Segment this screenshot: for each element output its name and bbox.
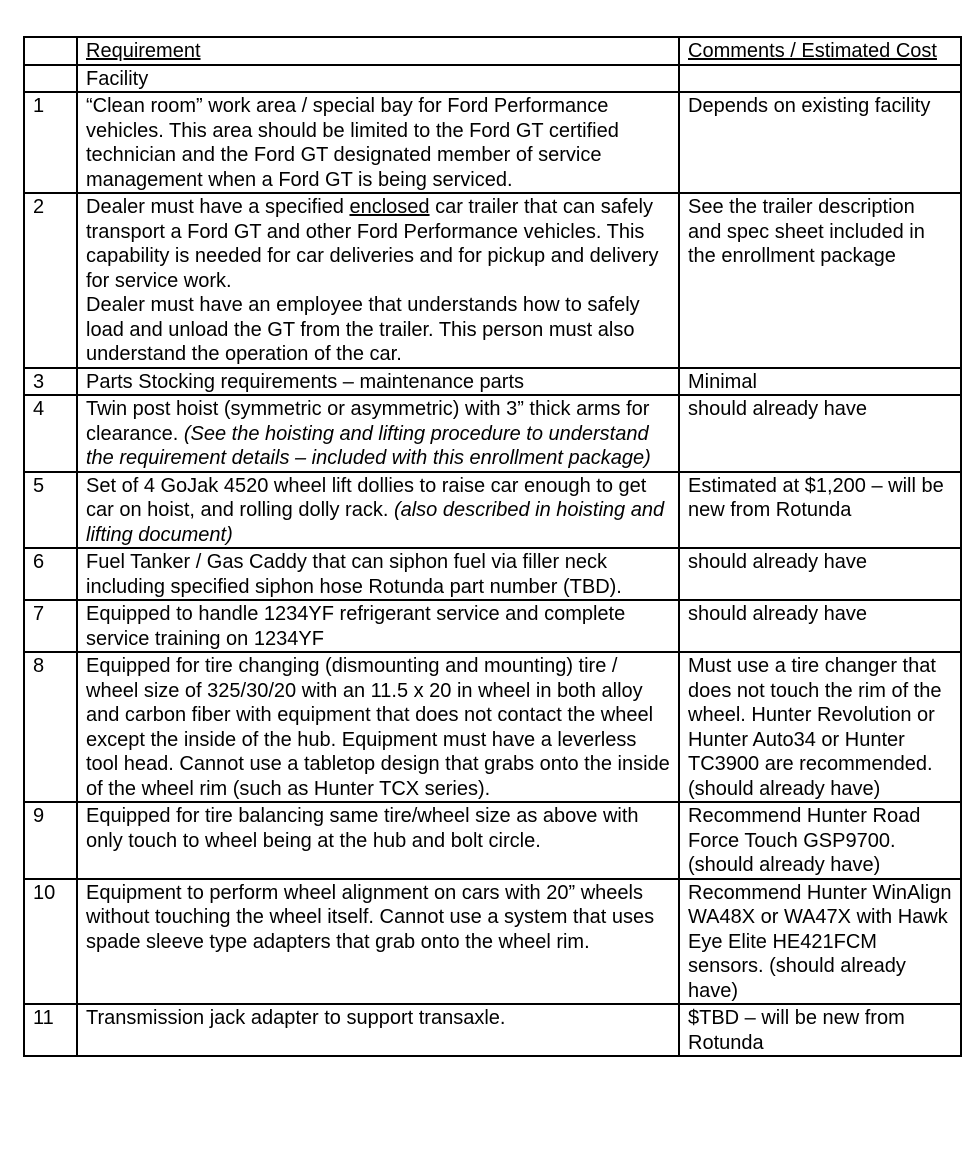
row-number: 2 [24, 193, 77, 368]
header-row [24, 37, 961, 65]
requirement-cell [77, 652, 679, 802]
table-row [24, 1004, 961, 1056]
table-row [24, 472, 961, 549]
requirement-text: enclosed [349, 196, 430, 218]
table-row [24, 92, 961, 193]
requirement-cell [77, 879, 679, 1005]
section-row [24, 65, 961, 93]
requirement-cell [77, 1004, 679, 1056]
header-number [24, 37, 77, 65]
table-row [24, 548, 961, 600]
requirement-text: “Clean room” work area / special bay for Ford Performance vehicles. This area should be limited to the Ford GT certified technician and the Ford GT designated member of service management when a Ford GT is being serviced. [86, 95, 619, 191]
comment-cell: See the trailer description and spec sheet included in the enrollment package [679, 193, 961, 368]
requirement-text: Parts Stocking requirements – maintenance parts [86, 370, 524, 393]
header-requirement: Requirement [77, 37, 679, 65]
table-row [24, 652, 961, 802]
comment-cell: Recommend Hunter WinAlign WA48X or WA47X with Hawk Eye Elite HE421FCM sensors. (should already have) [679, 879, 961, 1005]
requirement-text: Equipped for tire changing (dismounting and mounting) tire / wheel size of 325/30/20 with an 11.5 x 20 in wheel in both alloy and carbon fiber with equipment that does not contact the wheel except the inside of the hub. Equipment must have a leverless tool head. Cannot use a tabletop design that grabs onto the inside of the wheel rim (such as Hunter TCX series). [86, 655, 670, 800]
requirement-text: Equipment to perform wheel alignment on cars with 20” wheels without touching the wheel itself. Cannot use a system that uses spade sleeve type adapters that grab onto the wheel rim. [86, 881, 655, 953]
requirement-cell [77, 92, 679, 193]
table-row [24, 193, 961, 368]
table-row [24, 395, 961, 472]
requirement-cell [77, 395, 679, 472]
requirement-text: (also described in hoisting and lifting document) [86, 499, 665, 546]
requirement-text: Equipped for tire balancing same tire/wheel size as above with only touch to wheel being at the hub and bolt circle. [86, 805, 639, 852]
requirement-text: Equipped to handle 1234YF refrigerant service and complete service training on 1234YF [86, 603, 626, 650]
requirement-text: Fuel Tanker / Gas Caddy that can siphon fuel via filler neck including specified siphon hose Rotunda part number (TBD). [86, 551, 622, 598]
requirement-cell [77, 802, 679, 879]
requirement-cell [77, 472, 679, 549]
requirement-text: Twin post hoist (symmetric or asymmetric) with 3” thick arms for clearance. [86, 398, 650, 445]
table-row [24, 879, 961, 1005]
requirement-text: car trailer that can safely transport a Ford GT and other Ford Performance vehicles. This capability is needed for car deliveries and for pickup and delivery for service work. [86, 196, 659, 292]
row-number: 11 [24, 1004, 77, 1056]
requirement-cell [77, 600, 679, 652]
comment-cell: Recommend Hunter Road Force Touch GSP9700. (should already have) [679, 802, 961, 879]
row-number: 4 [24, 395, 77, 472]
comment-cell: Minimal [679, 368, 961, 396]
row-number: 1 [24, 92, 77, 193]
requirement-cell [77, 193, 679, 368]
requirement-text: Dealer must have an employee that understands how to safely load and unload the GT from the trailer. This person must also understand the operation of the car. [86, 294, 640, 365]
row-number: 8 [24, 652, 77, 802]
requirements-table [23, 36, 962, 1057]
row-number: 10 [24, 879, 77, 1005]
table-row [24, 368, 961, 396]
section-number-cell [24, 65, 77, 93]
comment-cell: should already have [679, 548, 961, 600]
requirement-cell [77, 368, 679, 396]
section-comment-cell [679, 65, 961, 93]
comment-cell: should already have [679, 395, 961, 472]
table-row [24, 802, 961, 879]
row-number: 5 [24, 472, 77, 549]
table-row [24, 600, 961, 652]
comment-cell: Must use a tire changer that does not touch the rim of the wheel. Hunter Revolution or Hunter Auto34 or Hunter TC3900 are recommended. (should already have) [679, 652, 961, 802]
requirement-text: (See the hoisting and lifting procedure to understand the requirement details – included with this enrollment package) [86, 422, 651, 469]
header-comments: Comments / Estimated Cost [679, 37, 961, 65]
table-body [24, 65, 961, 1057]
row-number: 3 [24, 368, 77, 396]
comment-cell: $TBD – will be new from Rotunda [679, 1004, 961, 1056]
row-number: 6 [24, 548, 77, 600]
row-number: 9 [24, 802, 77, 879]
requirement-text: Dealer must have a specified [86, 196, 350, 218]
comment-cell: Estimated at $1,200 – will be new from Rotunda [679, 472, 961, 549]
row-number: 7 [24, 600, 77, 652]
requirement-text: Transmission jack adapter to support transaxle. [86, 1007, 506, 1029]
requirement-text: Set of 4 GoJak 4520 wheel lift dollies to raise car enough to get car on hoist, and rolling dolly rack. [86, 474, 647, 521]
section-title: Facility [77, 65, 679, 93]
comment-cell: should already have [679, 600, 961, 652]
requirement-cell [77, 548, 679, 600]
comment-cell: Depends on existing facility [679, 92, 961, 193]
